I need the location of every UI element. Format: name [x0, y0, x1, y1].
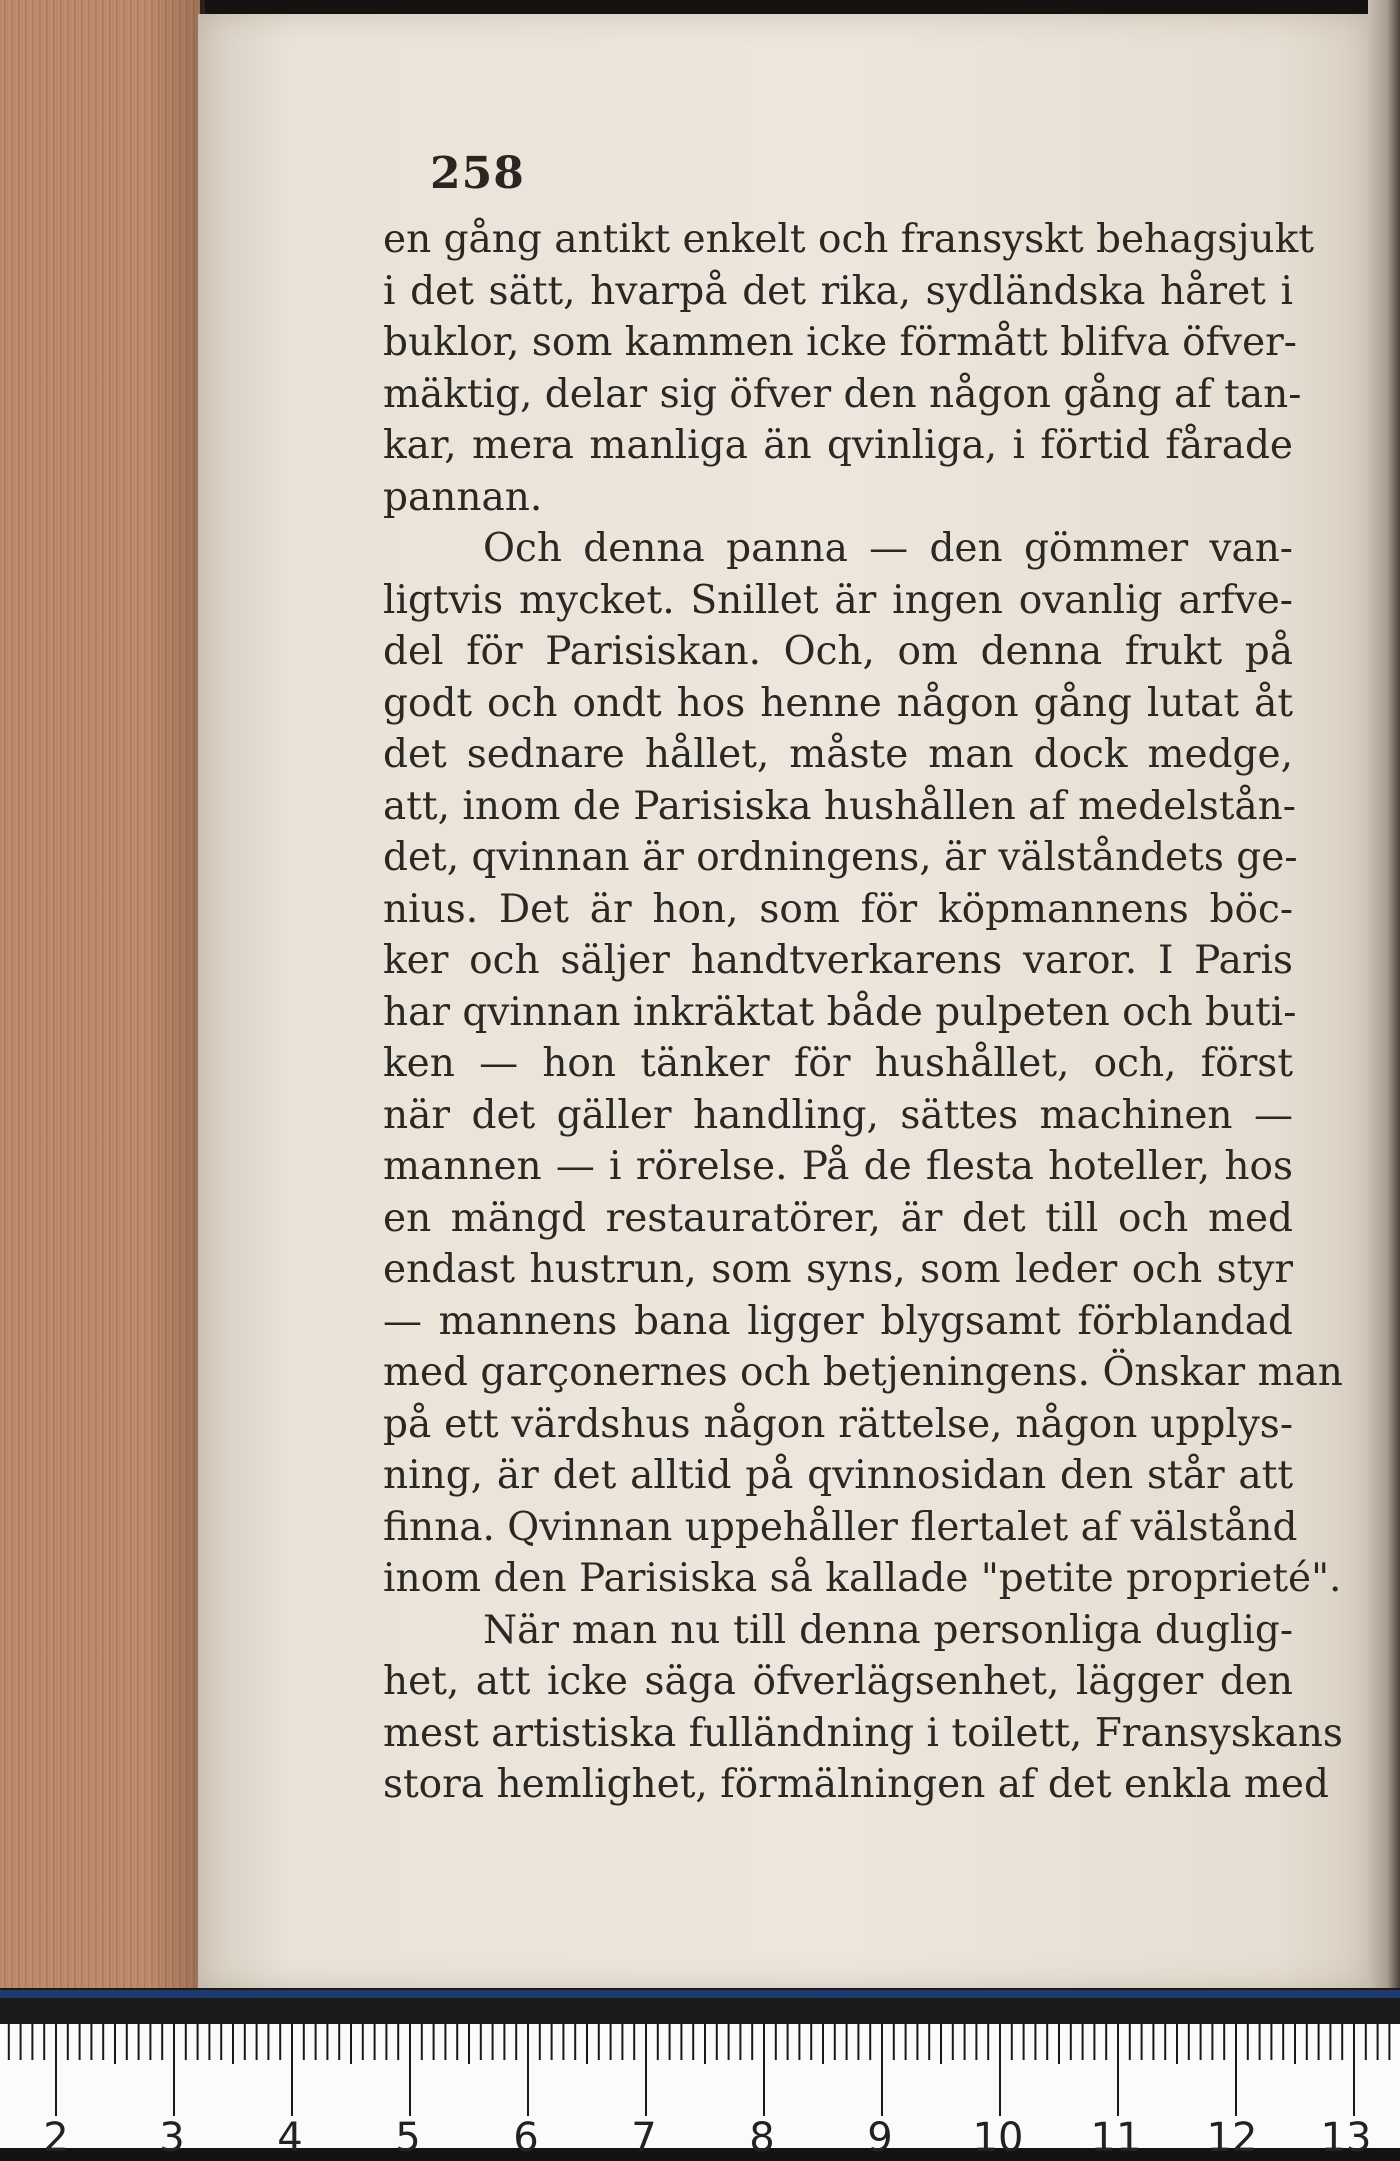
- text-line: När man nu till denna personliga duglig-: [483, 1607, 1293, 1653]
- text-line: en mängd restauratörer, är det till och med: [383, 1195, 1293, 1241]
- ruler-label: 6: [513, 2115, 539, 2161]
- ruler-label: 3: [159, 2115, 185, 2161]
- ruler-ticks: [0, 2024, 1400, 2148]
- text-line: endast hustrun, som syns, som leder och styr: [383, 1247, 1293, 1292]
- text-line: när det gäller handling, sättes machinen —: [383, 1092, 1293, 1138]
- text-line: — mannens bana ligger blygsamt förblandad: [383, 1298, 1293, 1344]
- ruler-label: 10: [972, 2115, 1024, 2161]
- page-number: 258: [430, 148, 525, 199]
- text-line: kar, mera manliga än qvinliga, i förtid fårade: [383, 423, 1293, 468]
- text-line: Och denna panna — den gömmer van-: [483, 526, 1293, 571]
- text-line: mest artistiska fulländning i toilett, Fransyskans: [383, 1710, 1343, 1756]
- ruler-label: 5: [395, 2115, 421, 2161]
- text-line: finna. Qvinnan uppehåller flertalet af välstånd: [383, 1504, 1298, 1550]
- text-line: buklor, som kammen icke förmått blifva öfver-: [383, 320, 1297, 365]
- measuring-ruler: [0, 2024, 1400, 2161]
- text-line: mannen — i rörelse. På de flesta hoteller, hos: [383, 1144, 1293, 1189]
- ruler-label: 12: [1206, 2115, 1258, 2161]
- text-line: pannan.: [383, 474, 543, 520]
- ruler-label: 11: [1090, 2115, 1142, 2161]
- body-text: [383, 214, 1343, 1811]
- text-line: det sednare hållet, måste man dock medge,: [383, 732, 1293, 777]
- page-edge-shadow: [150, 0, 205, 1990]
- binding-edge: [1368, 0, 1400, 1990]
- text-line: het, att icke säga öfverlägsenhet, lägger den: [383, 1659, 1293, 1704]
- text-line: ning, är det alltid på qvinnosidan den står att: [383, 1453, 1293, 1498]
- text-line: stora hemlighet, förmälningen af det enkla med: [383, 1762, 1329, 1807]
- text-line: det, qvinnan är ordningens, är välståndets ge-: [383, 835, 1298, 880]
- text-line: i det sätt, hvarpå det rika, sydländska håret i: [383, 268, 1293, 314]
- text-line: med garçonernes och betjeningens. Önskar man: [383, 1350, 1343, 1395]
- text-line: del för Parisiskan. Och, om denna frukt på: [383, 629, 1293, 674]
- text-line: en gång antikt enkelt och fransyskt behagsjukt: [383, 217, 1314, 262]
- ruler-label: 7: [631, 2115, 657, 2161]
- text-line: har qvinnan inkräktat både pulpeten och buti-: [383, 989, 1297, 1035]
- text-line: godt och ondt hos henne någon gång lutat åt: [383, 680, 1293, 726]
- text-line: mäktig, delar sig öfver den någon gång af tan-: [383, 371, 1302, 417]
- text-line: att, inom de Parisiska hushållen af medelstån-: [383, 783, 1296, 829]
- ruler-label: 8: [749, 2115, 775, 2161]
- text-line: inom den Parisiska så kallade "petite proprieté".: [383, 1556, 1342, 1601]
- ruler-label: 2: [43, 2115, 69, 2161]
- text-line: ken — hon tänker för hushållet, och, först: [383, 1041, 1293, 1086]
- ruler-label: 4: [277, 2115, 303, 2161]
- ruler-label: 9: [867, 2115, 893, 2161]
- text-line: ker och säljer handtverkarens varor. I Paris: [383, 938, 1293, 983]
- text-line: nius. Det är hon, som för köpmannens böc-: [383, 886, 1293, 932]
- text-line: ligtvis mycket. Snillet är ingen ovanlig arfve-: [383, 577, 1293, 623]
- cover-blue-strip: [0, 1990, 1400, 1998]
- text-line: på ett värdshus någon rättelse, någon upplys-: [383, 1401, 1293, 1447]
- ruler-label: 13: [1320, 2115, 1372, 2161]
